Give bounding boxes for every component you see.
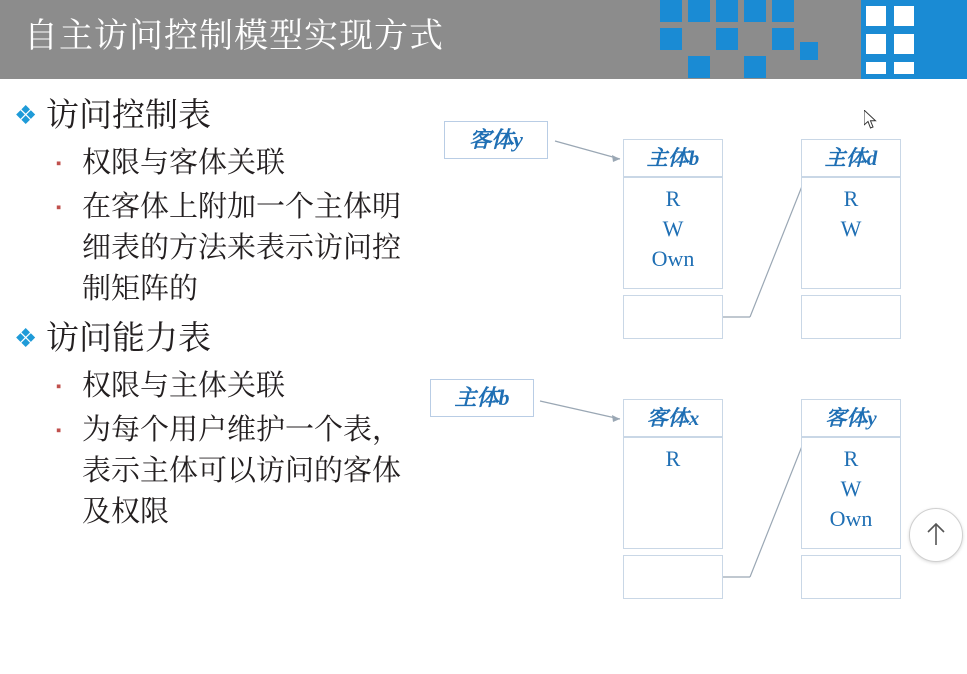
permission-label: Own [651,246,695,271]
mouse-pointer-icon [864,110,878,130]
bullet-text: 权限与主体关联 [82,370,286,402]
header-decor-square [660,0,682,22]
bullet-text: 在客体上附加一个主体明细表的方法来表示访问控制矩阵的 [82,191,402,305]
acl-node-head: 主体b [623,139,723,177]
bullet-level1 [14,93,434,137]
cap-node-tail [623,555,723,599]
acl-source-tag: 客体y [444,121,548,159]
square-bullet-icon: ▪ [56,155,62,172]
cap-node-head: 客体x [623,399,723,437]
header-decor-square [744,0,766,22]
header-decor-square [688,0,710,22]
permission-label: R [843,186,859,211]
permission-label: R [843,446,859,471]
slide-header [0,0,967,79]
header-decor-square [716,0,738,22]
square-bullet-icon: ▪ [56,422,62,439]
square-bullet-icon: ▪ [56,199,62,216]
cap-node-head: 客体y [801,399,901,437]
permission-label: Own [829,506,873,531]
arrow-up-icon [924,521,948,547]
header-decor-square [772,0,794,22]
diamond-bullet-icon: ❖ [14,323,38,353]
permission-label: W [840,216,862,241]
acl-node-head: 主体d [801,139,901,177]
square-bullet-icon: ▪ [56,378,62,395]
bullet-level2 [56,143,434,185]
bullet-level1 [14,316,434,360]
bullet-level2 [56,410,434,533]
slide-body [0,79,967,674]
header-decor-square [744,56,766,78]
scroll-to-top-button[interactable] [909,508,963,562]
bullet-text: 权限与客体关联 [82,147,286,179]
bullet-text: 访问控制表 [46,96,211,133]
acl-node-body [801,177,901,289]
acl-node-tail [801,295,901,339]
permission-label: W [662,216,684,241]
bullet-text: 为每个用户维护一个表，表示主体可以访问的客体及权限 [82,414,402,528]
header-decor-square [866,6,886,26]
header-decor-square [716,28,738,50]
cap-node-body [801,437,901,549]
diagram-area [420,79,967,674]
bullet-text: 访问能力表 [46,319,211,356]
header-decor-square [894,6,914,26]
acl-node-body [623,177,723,289]
header-decor-square [772,28,794,50]
header-decor-square [866,34,886,54]
header-decor-square [894,62,914,74]
bullet-list [14,93,434,535]
header-decor-square [866,62,886,74]
permission-label: W [840,476,862,501]
page-title: 自主访问控制模型实现方式 [24,17,444,55]
cap-node-body [623,437,723,549]
acl-node-tail [623,295,723,339]
bullet-level2 [56,187,434,310]
permission-label: R [665,186,681,211]
header-decor-square [660,28,682,50]
header-decor-square [800,42,818,60]
permission-label: R [665,446,681,471]
header-decor-square [894,34,914,54]
header-decor-square [688,56,710,78]
bullet-level2 [56,366,434,408]
diamond-bullet-icon: ❖ [14,100,38,130]
cap-source-tag: 主体b [430,379,534,417]
cap-node-tail [801,555,901,599]
